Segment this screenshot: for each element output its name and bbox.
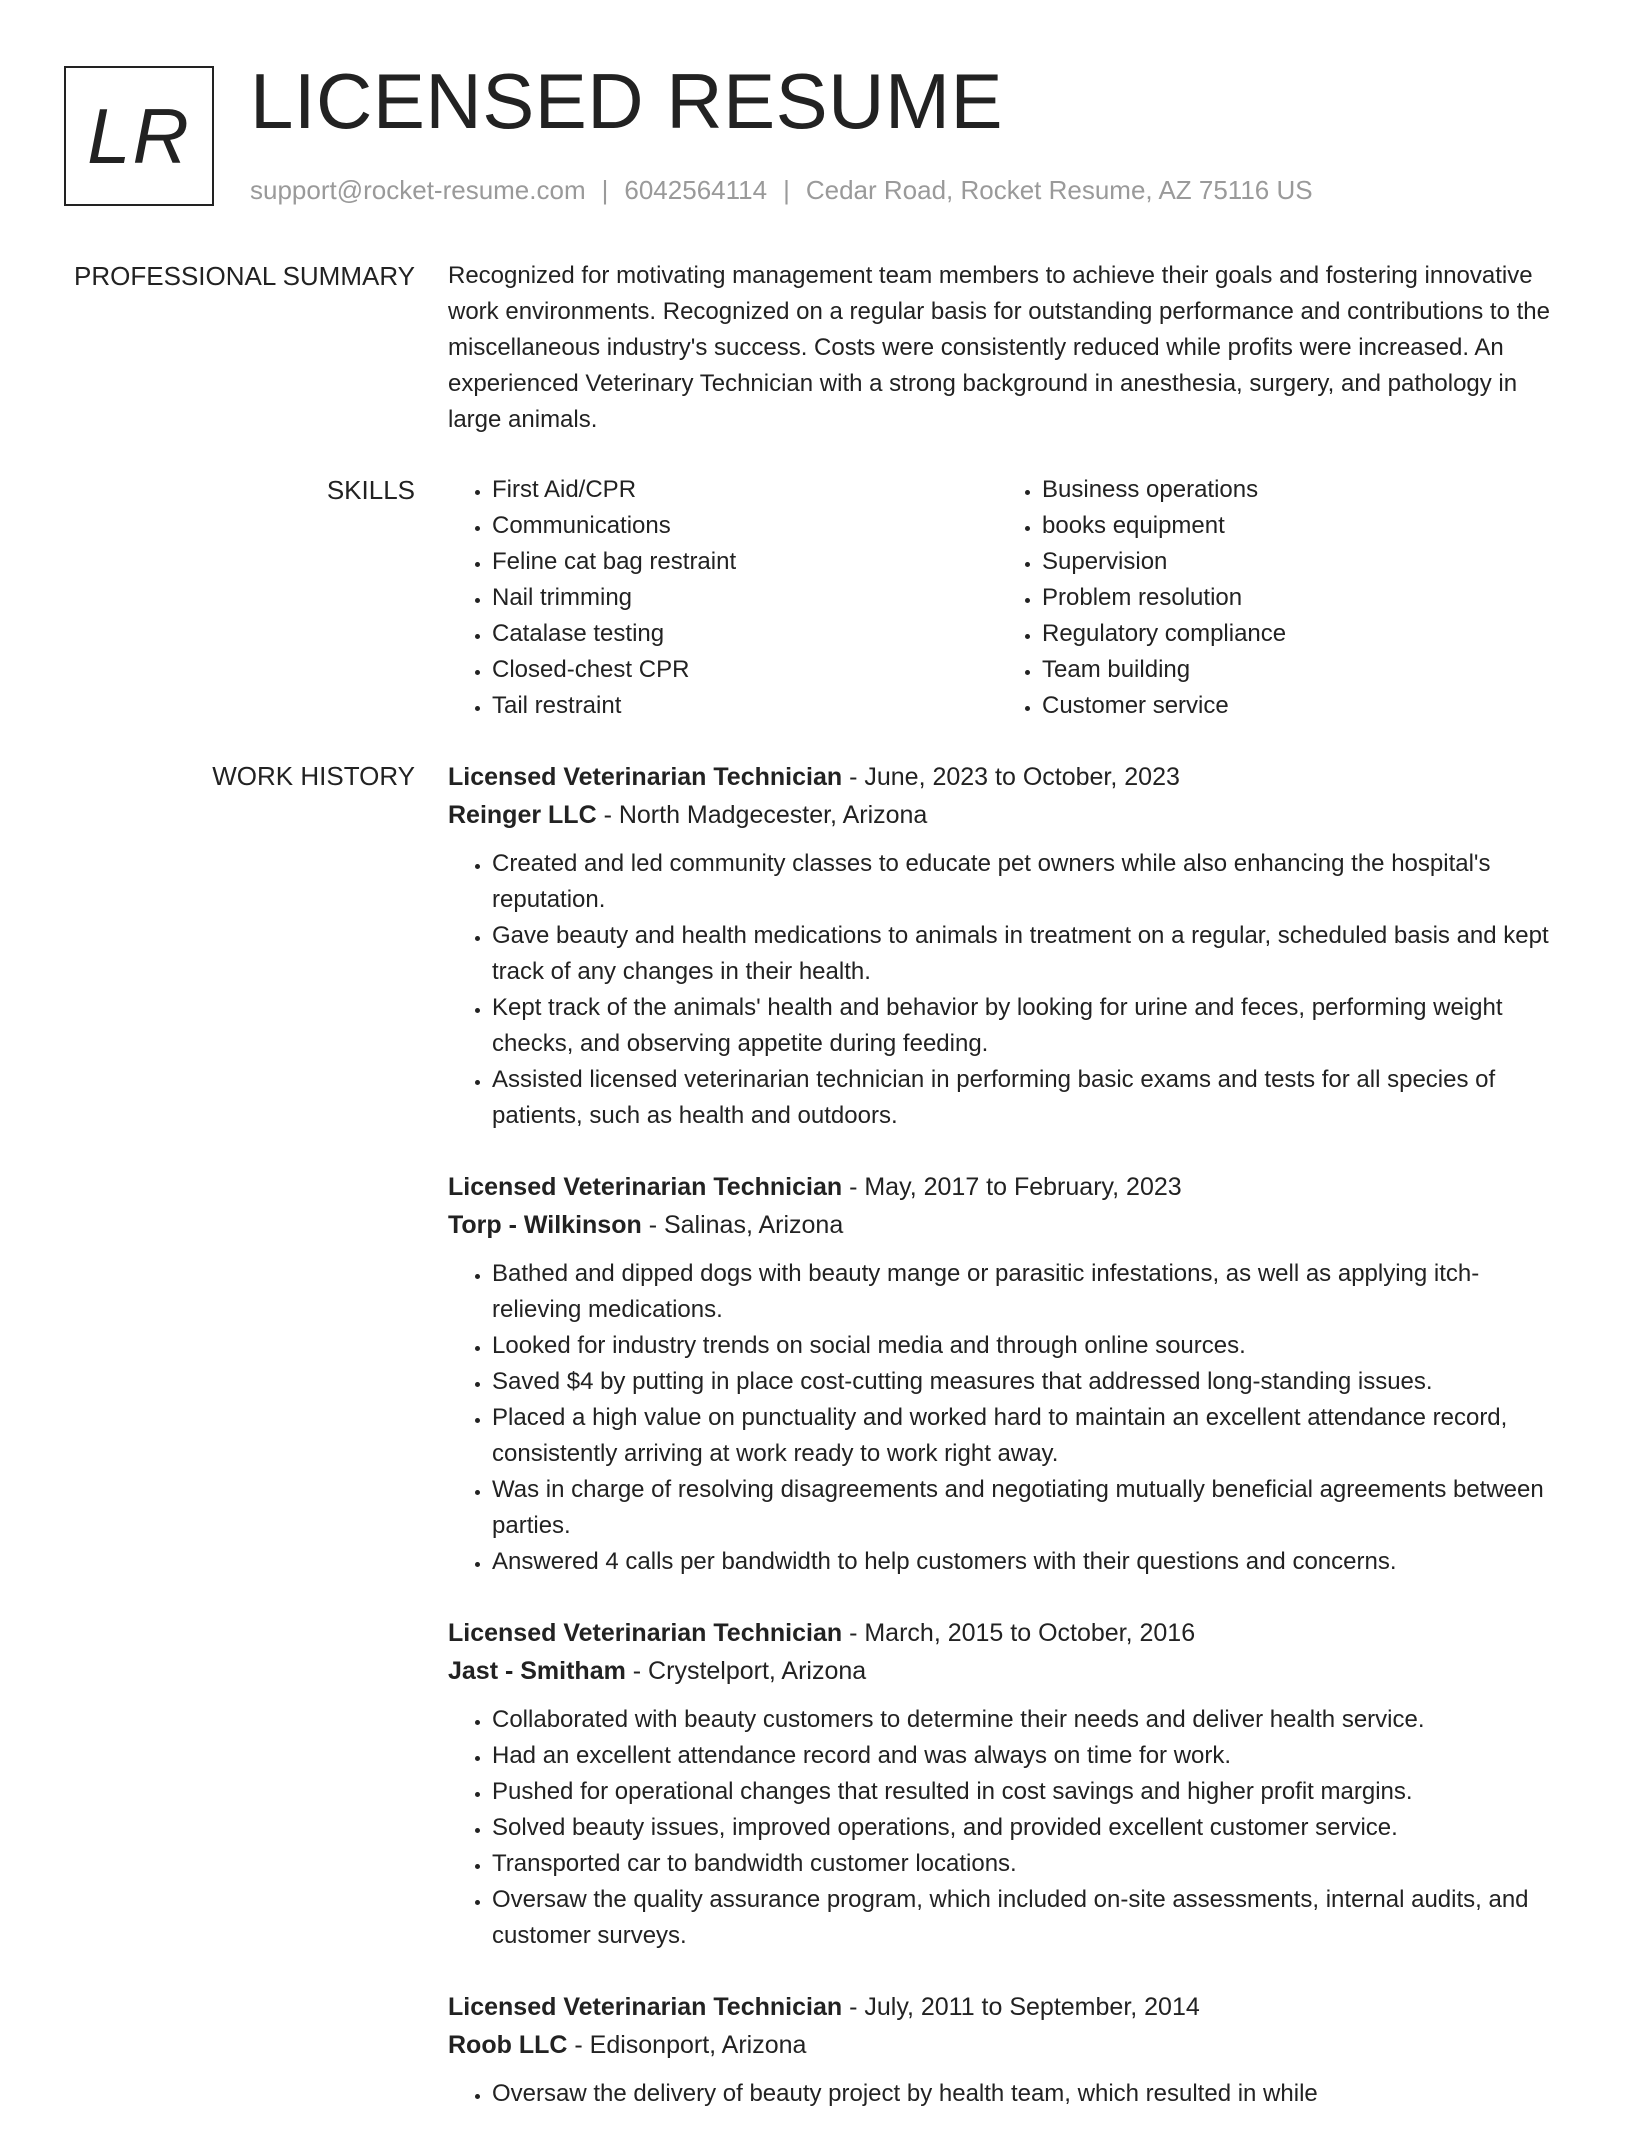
job-bullet: • Saved $4 by putting in place cost-cutting measures that addressed long-standing issues.: [492, 1364, 1563, 1400]
job-title: Licensed Veterinarian Technician: [448, 1173, 843, 1201]
skill-item: • Team building: [1042, 652, 1548, 688]
job-company-line: [448, 796, 1563, 834]
skill-item: • Nail trimming: [492, 580, 998, 616]
job-dates: - May, 2017 to February, 2023: [842, 1173, 1182, 1201]
job-title-line: [448, 1614, 1563, 1652]
skills-column-left: [448, 472, 998, 724]
job-bullet: • Created and led community classes to educate pet owners while also enhancing the hospital's reputation.: [492, 846, 1563, 918]
job-bullet: • Assisted licensed veterinarian technician in performing basic exams and tests for all species of patients, such as health and outdoors.: [492, 1062, 1563, 1134]
contact-separator: |: [783, 175, 790, 205]
job-company: Reinger LLC: [448, 801, 597, 829]
job-entry: [448, 1988, 1563, 2112]
job-title: Licensed Veterinarian Technician: [448, 1993, 843, 2021]
job-bullets: [448, 1256, 1563, 1580]
job-location: - Crystelport, Arizona: [625, 1657, 867, 1685]
contact-address: Cedar Road, Rocket Resume, AZ 75116 US: [805, 175, 1313, 205]
job-bullet: • Pushed for operational changes that resulted in cost savings and higher profit margins.: [492, 1774, 1563, 1810]
job-location: - North Madgecester, Arizona: [596, 801, 928, 829]
job-bullet: • Had an excellent attendance record and was always on time for work.: [492, 1738, 1563, 1774]
job-bullet: • Oversaw the quality assurance program, which included on-site assessments, internal audits, and customer surveys.: [492, 1882, 1563, 1954]
job-location: - Salinas, Arizona: [641, 1211, 844, 1239]
skill-item: • Catalase testing: [492, 616, 998, 652]
job-bullet: • Placed a high value on punctuality and worked hard to maintain an excellent attendance record, consistently arriving at work ready to work right away.: [492, 1400, 1563, 1472]
skill-item: • Closed-chest CPR: [492, 652, 998, 688]
job-title-line: [448, 1988, 1563, 2026]
contact-line: [250, 172, 1313, 208]
monogram-logo: LR: [64, 66, 214, 206]
contact-email: support@rocket-resume.com: [250, 175, 586, 205]
job-entry: [448, 1614, 1563, 1954]
job-title: Licensed Veterinarian Technician: [448, 1619, 843, 1647]
job-bullet: • Oversaw the delivery of beauty project by health team, which resulted in while: [492, 2076, 1563, 2112]
job-entry: [448, 758, 1563, 1134]
skills-grid: [448, 472, 1563, 724]
job-title-line: [448, 1168, 1563, 1206]
contact-separator: |: [601, 175, 609, 205]
job-bullet: • Collaborated with beauty customers to determine their needs and deliver health service.: [492, 1702, 1563, 1738]
job-bullet: • Solved beauty issues, improved operations, and provided excellent customer service.: [492, 1810, 1563, 1846]
job-dates: - March, 2015 to October, 2016: [842, 1619, 1196, 1647]
skill-item: • Communications: [492, 508, 998, 544]
job-bullet: • Was in charge of resolving disagreements and negotiating mutually beneficial agreements between parties.: [492, 1472, 1563, 1544]
job-entry: [448, 1168, 1563, 1580]
skill-item: • Tail restraint: [492, 688, 998, 724]
job-company-line: [448, 2026, 1563, 2064]
work-history-body: [448, 758, 1563, 2146]
job-company-line: [448, 1206, 1563, 1244]
skills-body: [448, 472, 1563, 724]
work-history-heading: WORK HISTORY: [212, 761, 415, 791]
job-bullet: • Bathed and dipped dogs with beauty mange or parasitic infestations, as well as applying itch-relieving medications.: [492, 1256, 1563, 1328]
summary-body: [448, 258, 1563, 438]
skills-column-right: [998, 472, 1548, 724]
job-bullet: • Kept track of the animals' health and behavior by looking for urine and feces, performing weight checks, and observing appetite during feeding.: [492, 990, 1563, 1062]
job-bullet: • Transported car to bandwidth customer locations.: [492, 1846, 1563, 1882]
job-company: Torp - Wilkinson: [448, 1211, 642, 1239]
job-bullet: • Gave beauty and health medications to animals in treatment on a regular, scheduled basis and kept track of any changes in their health.: [492, 918, 1563, 990]
skill-item: • Problem resolution: [1042, 580, 1548, 616]
summary-text: Recognized for motivating management team members to achieve their goals and fostering innovative work environments. Recognized on a regular basis for outstanding performance and contributions to the miscellaneous industry's success. Costs were consistently reduced while profits were increased. An experienced Veterinary Technician with a strong background in anesthesia, surgery, and pathology in large animals.: [448, 262, 1550, 433]
job-bullet: • Answered 4 calls per bandwidth to help customers with their questions and concerns.: [492, 1544, 1563, 1580]
summary-heading: PROFESSIONAL SUMMARY: [74, 261, 415, 291]
job-bullets: [448, 2076, 1563, 2112]
skill-item: • books equipment: [1042, 508, 1548, 544]
job-title: Licensed Veterinarian Technician: [448, 763, 843, 791]
job-company-line: [448, 1652, 1563, 1690]
job-dates: - June, 2023 to October, 2023: [842, 763, 1180, 791]
job-bullets: [448, 846, 1563, 1134]
skill-item: • Business operations: [1042, 472, 1548, 508]
skill-item: • Regulatory compliance: [1042, 616, 1548, 652]
job-title-line: [448, 758, 1563, 796]
job-company: Jast - Smitham: [448, 1657, 626, 1685]
skill-item: • Feline cat bag restraint: [492, 544, 998, 580]
job-dates: - July, 2011 to September, 2014: [842, 1993, 1200, 2021]
skill-item: • First Aid/CPR: [492, 472, 998, 508]
skills-heading: SKILLS: [326, 475, 415, 505]
job-bullet: • Looked for industry trends on social media and through online sources.: [492, 1328, 1563, 1364]
skill-item: • Supervision: [1042, 544, 1548, 580]
job-company: Roob LLC: [448, 2031, 568, 2059]
job-location: - Edisonport, Arizona: [567, 2031, 807, 2059]
skill-item: • Customer service: [1042, 688, 1548, 724]
job-bullets: [448, 1702, 1563, 1954]
resume-name: LICENSED RESUME: [250, 57, 1003, 145]
contact-phone: 6042564114: [624, 175, 768, 205]
